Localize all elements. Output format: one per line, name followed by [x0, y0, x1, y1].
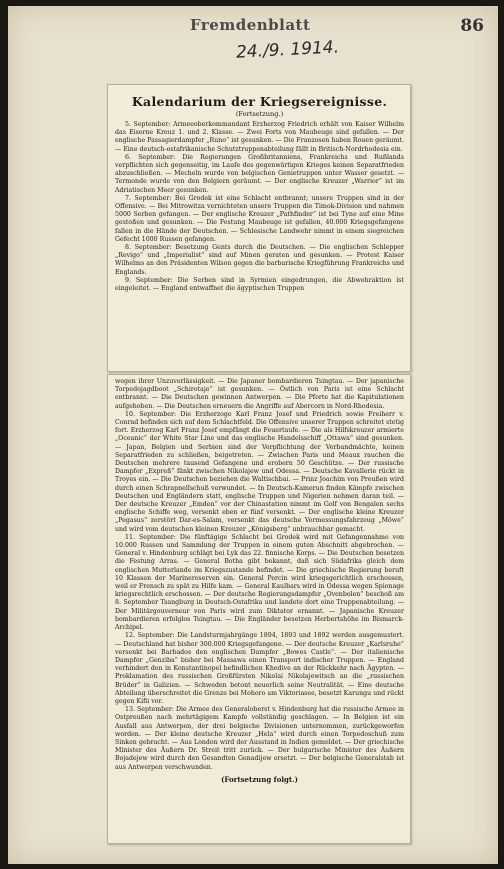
article-title: Kalendarium der Kriegsereignisse.	[131, 94, 388, 109]
clipping-bottom	[107, 374, 411, 844]
page-number: 86	[460, 16, 484, 36]
clipping-top	[107, 84, 411, 372]
paragraph: 10. September: Die Erzherzoge Karl Franz Josef und Friedrich sowie Freiherr v. Conrad befinden sich auf dem Schlachtfeld. Die Offensive unserer Truppen schreitet stetig fort. Erzherzog Karl Franz Josef empfängt die Feuertaufe. — Die als Hilfskreuzer armierte „Oceanic“ der White Star Line und das englische Handelsschiff „Ottawa“ sind gesunken. — Japan, Belgien und Serbien sind der Verpflichtung der Verbandmächte, keinen Separatfrieden zu schließen, beigetreten. — Zwischen Paris und Meaux rauchen die Deutschen mehrere tausend Gefangene und erobern 50 Geschütze. — Der russische Dampfer „Expreß“ fänkt zwischen Nikolajew und Odessa. — Deutsche Kavallerie rückt in Troyes ein. — Die Deutschen beziehen die Waltischbai. — Prinz Joachim von Preußen wird durch einen Schrapnellschuß verwundet. — In Deutsch-Kamerun finden Kämpfe zwischen Deutschen und Engländern statt, englische Truppen und Nigerien nehmen daran teil. — Der deutsche Kreuzer „Emden“ vor der Chinastation nimmt im Golf von Bengalen sechs englische Schiffe weg, versenkt eben er fünf versenkt. — Der englische kleine Kreuzer „Pegasus“ zerstört Dar-es-Salam, versenkt das deutsche Vermessungsfahrzeug „Möwe“ und wird vom deutschen kleinen Kreuzer „Königsberg“ unbrauchbar gemacht.	[115, 410, 404, 533]
paragraph: wegen ihrer Unzuverlässigkeit. — Die Japaner bombardieren Tsingtau. — Der japanische Torpedojagdboot „Schirotaje“ ist gesunken. — Östlich von Paris ist eine Schlacht entbrannt. — Die Deutschen gewinnen Antwerpen. — Die Pforte hat die Kapitulationen aufgehoben. — Die Deutschen erneuern die Angriffe auf Abercorn in Nord-Rhodesia.	[115, 378, 404, 410]
paragraph: 13. September: Die Armee des Generaloberst v. Hindenburg hat die russische Armee in Ostpreußen nach mehrtägigem Kampfe vollständig geschlagen. — In Belgien ist ein Ausfall aus Antwerpen, der drei belgische Divisionen unternommen, zurückgeworfen worden. — Der kleine deutsche Kreuzer „Hela“ wird durch einen Torpedoschuß zum Sinken gebracht. — Aus London wird der Ausstand in Indien gemeldet. — Der griechische Minister des Äußern Dr. Streit tritt zurück. — Der bulgarische Minister des Äußern Bojadejew wird durch den Gesandten Genadijew ersetzt. — Der belgische Generalstab ist aus Antwerpen verschwunden.	[115, 706, 404, 771]
paragraph: 7. September: Bei Grodek ist eine Schlacht entbrannt; unsere Truppen sind in der Offensive. — Bei Mitrowitza vernichteten unsere Truppen die Timok-Division und nahmen 5000 Serben gefangen. — Der englische Kreuzer „Pathfinder“ ist bei Tyne auf eine Mine gestoßen und gesunken. — Die Festung Maubeuge ist gefallen, 40.000 Kriegsgefangene fallen in die Hände der Deutschen. — Schlesische Landwehr nimmt in einem siegreichen Gefecht 1000 Russen gefangen.	[115, 194, 404, 243]
archive-page	[8, 6, 498, 864]
paragraph: 5. September: Armeeoberkommandant Erzherzog Friedrich erhält von Kaiser Wilhelm das Eiserne Kreuz 1. und 2. Klasse. — Zwei Forts von Maubeuge sind gefallen. — Der englische Passagierdampfer „Runo“ ist gesunken. — Die Franzosen haben Rouen geräumt. — Eine deutsch-ostafrikanische Schutztruppenabteilung fällt in Britisch-Nordrhodesia ein.	[115, 121, 404, 153]
paragraph: 12. September: Die Landsturmjahrgänge 1894, 1893 und 1892 werden ausgemustert. — Deutschland hat bisher 300.000 Kriegsgefangene. — Der deutsche Kreuzer „Karlsruhe“ versenkt bei Barbados den englischen Dampfer „Bowes Castle“. — Der italienische Dampfer „Genziba“ bisher bei Massawa einen Transport indischer Truppen. — England verhindert den in Konstantinopel befindlichen Khedive an der Rückkehr nach Ägypten. — Proklamation des russischen Großfürsten Nikolai Nikolajewitsch an die „russischen Brüder“ in Galizien. — Schweden betont neuerlich seine Neutralität. — Eine deutsche Abteilung überschreitet die Grenze bei Mohoro am Viktoriasee, besetzt Karungu und rückt gegen Kifii vor.	[115, 632, 404, 705]
article-subtitle: (Fortsetzung.)	[235, 110, 284, 118]
continued-note: (Fortsetzung folgt.)	[221, 774, 298, 784]
paragraph: 6. September: Die Regierungen Großbritanniens, Frankreichs und Rußlands verpflichten sich gegenseitig, im Laufe des gegenwärtigen Krieges keinen Separatfrieden abzuschließen. — Mecheln wurde von belgischen Genietruppen unter Wasser gesetzt. — Termonde wurde von den Belgiern geräumt. — Der englische Kreuzer „Warrior“ ist im Adriatischen Meer gesunken.	[115, 153, 404, 194]
paragraph: 11. September: Die fünftägige Schlacht bei Grodek wird mit Gefangennahme von 10.000 Russen und Sammlung der Truppen in einem guten Abschnitt abgebrochen. — General v. Hindenburg schlägt bei Lyk das 22. finnische Korps. — Die Deutschen besetzen die Festung Arras. — General Botha gibt bekannt, daß sich Südafrika gleich dem englischen Mutterlande im Kriegszustande befindet. — Die griechische Regierung beruft 10 Klassen der Marinereserven ein. General Percin wird kriegsgerichtlich erschossen, weil er Frensch zu spät zu Hilfe kam. — General Kaulbars wird in Odessa wegen Spionage kriegsrechtlich erschossen. — Der deutsche Regierungsdampfer „Ovenbolen“ beschoß am 8. September Tsangburg in Deutsch-Ostafrika und landete dort eine Truppenabteilung. — Der Militärgouverneur von Paris wird zum Diktator ernannt. — Japanische Kreuzer bombardieren erfolglos Tsingtau. — Die Engländer besetzen Herbertshöhe im Bismarck-Archipel.	[115, 533, 404, 632]
newspaper-title: Fremdenblatt	[190, 16, 311, 34]
handwritten-date: 24./9. 1914.	[235, 37, 340, 63]
paragraph: 8. September: Besetzung Gents durch die Deutschen. — Die englischen Schlepper „Revigo“ und „Imperialist“ sind auf Minen geraten und gesunken. — Protest Kaiser Wilhelms an den Präsidenten Wilson gegen die barbarische Kriegführung Frankreichs und Englands.	[115, 244, 404, 276]
paragraph: 9. September: Die Serben sind in Syrmien eingedrungen, die Abwehraktion ist eingeleitet. — England entwaffnet die ägyptischen Truppen	[115, 276, 404, 293]
